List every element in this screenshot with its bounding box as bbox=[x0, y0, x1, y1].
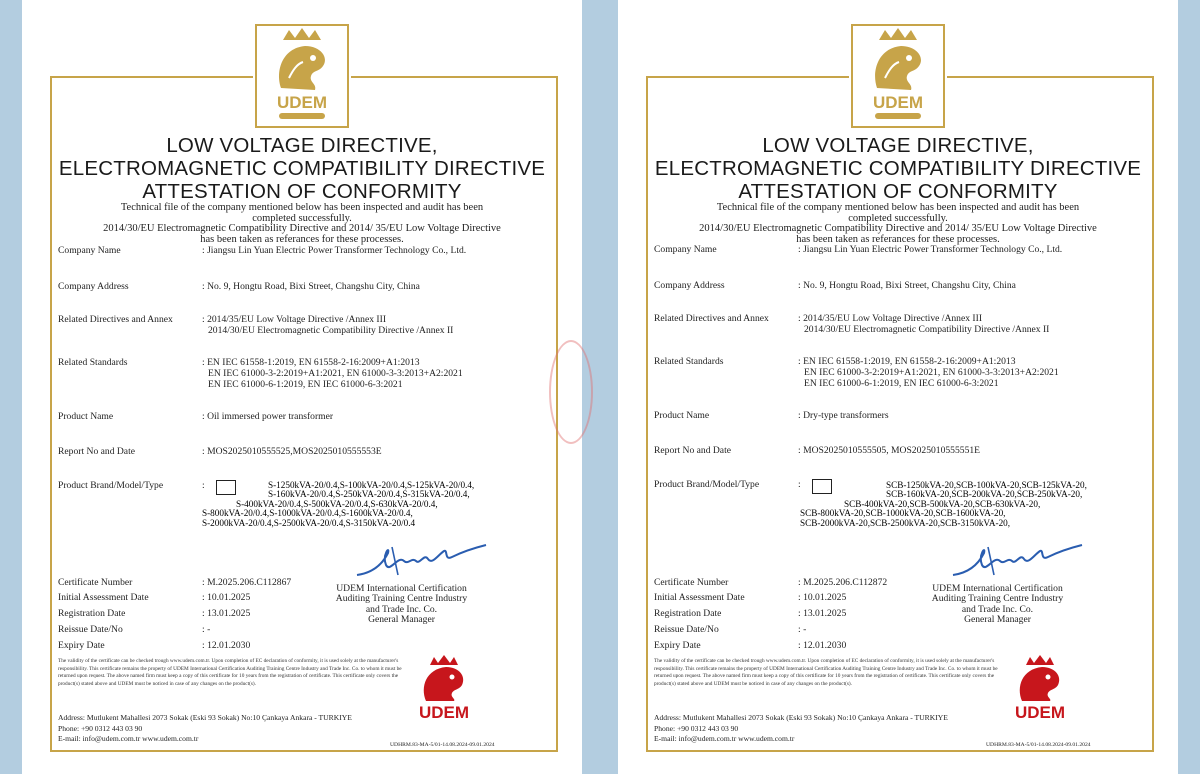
address: Address: Mutlukent Mahallesi 2073 Sokak (Eski 93 Sokak) No:10 Çankaya Ankara - TURKIYE bbox=[58, 713, 352, 722]
contact-block bbox=[58, 713, 352, 745]
model-list: SCB-1250kVA-20,SCB-100kVA-20,SCB-125kVA-20, SCB-160kVA-20,SCB-200kVA-20,SCB-250kVA-20, SCB-400kVA-20,SCB-500kVA-20,SCB-630kVA-20, SCB-800kVA-20,SCB-1000kVA-20,SCB-1600kVA-20, SCB-2000kVA-20,SCB-2500kVA-20,SCB-3150kVA-20, bbox=[800, 480, 1087, 528]
standards-label: Related Standards bbox=[654, 356, 724, 367]
standards-value: : EN IEC 61558-1:2019, EN 61558-2-16:2009+A1:2013 EN IEC 61000-3-2:2019+A1:2021, EN 61000-3-3:2013+A2:2021 EN IEC 61000-6-1:2019, EN IEC 61000-6-3:2021 bbox=[798, 356, 1059, 389]
initial-assessment-value: : 10.01.2025 bbox=[798, 592, 847, 603]
certificate-number-label: Certificate Number bbox=[58, 577, 133, 588]
certificate-intro: Technical file of the company mentioned below has been inspected and audit has been completed successfully. 2014/30/EU Electromagnetic Compatibility Directive and 2014/ 35/EU Low Voltage Directive has been taken as referances for these processes. bbox=[103, 202, 501, 245]
phone: Phone: +90 0312 443 03 90 bbox=[654, 723, 739, 733]
report-value: : MOS2025010555505, MOS2025010555551E bbox=[798, 445, 981, 456]
reissue-label: Reissue Date/No bbox=[654, 624, 719, 635]
udem-logo-text: UDEM bbox=[872, 93, 924, 112]
product-name-value: : Dry-type transformers bbox=[798, 410, 889, 421]
company-address-label: Company Address bbox=[58, 281, 129, 292]
product-name-label: Product Name bbox=[58, 411, 114, 422]
model-list: S-1250kVA-20/0.4,S-100kVA-20/0.4,S-125kVA-20/0.4, S-160kVA-20/0.4,S-250kVA-20/0.4,S-315kVA-20/0.4, S-400kVA-20/0.4,S-500kVA-20/0.4,S-630kVA-20/0.4, S-800kVA-20/0.4,S-1000kVA-20/0.4,S-1600kVA-20/0.4, S-2000kVA-20/0.4,S-2500kVA-20/0.4,S-3150kVA-20/0.4 bbox=[202, 480, 475, 528]
certificate-title: LOW VOLTAGE DIRECTIVE, ELECTROMAGNETIC COMPATIBILITY DIRECTIVE ATTESTATION OF CONFORMITY bbox=[654, 134, 1142, 203]
initial-assessment-label: Initial Assessment Date bbox=[58, 592, 149, 603]
expiry-value: : 12.01.2030 bbox=[798, 640, 847, 651]
udem-gold-logo bbox=[253, 22, 351, 130]
certificate-number-value: : M.2025.206.C112867 bbox=[202, 577, 292, 588]
product-name-label: Product Name bbox=[654, 410, 710, 421]
registration-value: : 13.01.2025 bbox=[202, 608, 251, 619]
report-label: Report No and Date bbox=[58, 446, 135, 457]
contact-block bbox=[654, 713, 948, 745]
expiry-value: : 12.01.2030 bbox=[202, 640, 251, 651]
udem-red-logo bbox=[404, 655, 484, 722]
company-name-value: : Jiangsu Lin Yuan Electric Power Transformer Technology Co., Ltd. bbox=[202, 245, 467, 256]
company-address-value: : No. 9, Hongtu Road, Bixi Street, Changshu City, China bbox=[798, 280, 1016, 291]
registration-value: : 13.01.2025 bbox=[798, 608, 847, 619]
certificate-title: LOW VOLTAGE DIRECTIVE, ELECTROMAGNETIC COMPATIBILITY DIRECTIVE ATTESTATION OF CONFORMITY bbox=[58, 134, 546, 203]
certificate-intro: Technical file of the company mentioned below has been inspected and audit has been completed successfully. 2014/30/EU Electromagnetic Compatibility Directive and 2014/ 35/EU Low Voltage Directive has been taken as referances for these processes. bbox=[699, 202, 1097, 245]
expiry-label: Expiry Date bbox=[654, 640, 701, 651]
standards-value: : EN IEC 61558-1:2019, EN 61558-2-16:2009+A1:2013 EN IEC 61000-3-2:2019+A1:2021, EN 61000-3-3:2013+A2:2021 EN IEC 61000-6-1:2019, EN IEC 61000-6-3:2021 bbox=[202, 357, 463, 390]
expiry-label: Expiry Date bbox=[58, 640, 105, 651]
email-web: E-mail: info@udem.com.tr www.udem.com.tr bbox=[58, 734, 199, 743]
registration-label: Registration Date bbox=[654, 608, 722, 619]
report-value: : MOS2025010555525,MOS2025010555553E bbox=[202, 446, 382, 457]
company-name-value: : Jiangsu Lin Yuan Electric Power Transformer Technology Co., Ltd. bbox=[798, 244, 1063, 255]
fine-print: The validity of the certificate can be checked trough www.udem.com.tr. Upon completion of EC declaration of conformity, it is used solely at the manufacturer's responsibility. This certificate remains the property of UDEM International Certification Auditing Training Centre Industry and Trade Inc. Co. to whom it must be returned upon request. The above named firm must keep a copy of this certificate for 10 years from the registration of certificate. This certificate only covers the product(s) stated above and UDEM must be noticed in case of any changes on the product(s). bbox=[654, 658, 998, 688]
email-web: E-mail: info@udem.com.tr www.udem.com.tr bbox=[654, 734, 795, 743]
initial-assessment-label: Initial Assessment Date bbox=[654, 592, 745, 603]
company-address-value: : No. 9, Hongtu Road, Bixi Street, Changshu City, China bbox=[202, 281, 420, 292]
registration-label: Registration Date bbox=[58, 608, 126, 619]
signature bbox=[352, 535, 492, 580]
report-label: Report No and Date bbox=[654, 445, 731, 456]
certificate-right: UDEM LOW VOLTAGE DIRECTIVE, ELECTROMAGNETIC COMPATIBILITY DIRECTIVE ATTESTATION OF CONFORMITY Technical file of the company mentioned below has been inspected and audit has been completed successfully. 2014/30/EU Electromagnetic Compatibility Directive and 2014/ 35/EU Low Voltage Directive has been taken as referances for these processes. Company Name : Jiangsu Lin Yuan Electric Power Transformer Technology Co., Ltd. Company Address : No. 9, Hongtu Road, Bixi Street, Changshu City, China Related Directives and Annex : 2014/35/EU Low Voltage Directive /Annex III 2014/30/EU Electromagnetic Compatibility Directive /Annex II Related Standards : EN IEC 61558-1:2019, EN 61558-2-16:2009+A1:2013 EN IEC 61000-3-2:2019+A1:2021, EN 61000-3-3:2013+A2:2021 EN IEC 61000-6-1:2019, EN IEC 61000-6-3:2021 Product Name : Dry-type transformers Report No and Date : MOS2025010555505, MOS2025010555551E Product Brand/Model/Type : SCB-1250kVA-20,SCB-100kVA-20,SCB-125kVA-20, SCB-160kVA-20,SCB-200kVA-20,SCB-250kVA-20, SCB-400kVA-20,SCB-500kVA-20,SCB-630kVA-20, SCB-800kVA-20,SCB-1000kVA-20,SCB-1600kVA-20, SCB-2000kVA-20,SCB-2500kVA-20,SCB-3150kVA-20, Certificate Number : M.2025.206.C112872 Initial Assessment Date : 10.01.2025 Registration Date : 13.01.2025 Reissue Date/No : - Expiry Date : 12.01.2030 UDEM International Certification Auditing Training Centre Industry and Trade Inc. Co. General Manager The validity of the certificate can be checked trough www.udem.com.tr. Upon completion of EC declaration of conformity, it is used solely at the manufacturer's responsibility. This certificate remains the property of UDEM International Certification Auditing Training Centre Industry and Trade Inc. Co. to whom it must be returned upon request. The above named firm must keep a copy of this certificate for 10 years from the registration of certificate. This certificate only covers the product(s) stated above and UDEM must be noticed in case of any changes on the product(s). UDEM Address: Mutlukent Mahallesi 2073 Sokak (Eski 93 Sokak) No:10 Çankaya Ankara - TURKIYE Phone: +90 0312 443 03 90 E-mail: info@udem.com.tr www.udem.com.tr UDHRM.83-MA-5/01-14.08.2024-09.01.2024 bbox=[618, 0, 1178, 774]
directives-value: : 2014/35/EU Low Voltage Directive /Annex III 2014/30/EU Electromagnetic Compatibility Directive /Annex II bbox=[202, 314, 454, 336]
certificate-number-value: : M.2025.206.C112872 bbox=[798, 577, 888, 588]
brand-label: Product Brand/Model/Type bbox=[58, 480, 164, 491]
udem-red-logo-text: UDEM bbox=[418, 703, 470, 722]
signature bbox=[948, 535, 1088, 580]
directives-label: Related Directives and Annex bbox=[654, 313, 769, 324]
form-code: UDHRM.83-MA-5/01-14.08.2024-09.01.2024 bbox=[390, 742, 495, 748]
company-name-label: Company Name bbox=[654, 244, 717, 255]
address: Address: Mutlukent Mahallesi 2073 Sokak (Eski 93 Sokak) No:10 Çankaya Ankara - TURKIYE bbox=[654, 713, 948, 722]
company-address-label: Company Address bbox=[654, 280, 725, 291]
reissue-label: Reissue Date/No bbox=[58, 624, 123, 635]
reissue-value: : - bbox=[798, 624, 807, 635]
form-code: UDHRM.83-MA-5/01-14.08.2024-09.01.2024 bbox=[986, 742, 1091, 748]
directives-label: Related Directives and Annex bbox=[58, 314, 173, 325]
udem-gold-logo bbox=[849, 22, 947, 130]
directives-value: : 2014/35/EU Low Voltage Directive /Annex III 2014/30/EU Electromagnetic Compatibility Directive /Annex II bbox=[798, 313, 1050, 335]
brand-label: Product Brand/Model/Type bbox=[654, 479, 760, 490]
company-name-label: Company Name bbox=[58, 245, 121, 256]
udem-logo-text: UDEM bbox=[276, 93, 328, 112]
signer-block: UDEM International Certification Auditing Training Centre Industry and Trade Inc. Co. General Manager bbox=[931, 583, 1064, 626]
red-stamp bbox=[549, 340, 593, 444]
initial-assessment-value: : 10.01.2025 bbox=[202, 592, 251, 603]
standards-label: Related Standards bbox=[58, 357, 128, 368]
certificate-number-label: Certificate Number bbox=[654, 577, 729, 588]
udem-red-logo-text: UDEM bbox=[1014, 703, 1066, 722]
signer-block: UDEM International Certification Auditing Training Centre Industry and Trade Inc. Co. General Manager bbox=[335, 583, 468, 626]
phone: Phone: +90 0312 443 03 90 bbox=[58, 723, 143, 733]
product-name-value: : Oil immersed power transformer bbox=[202, 411, 334, 422]
fine-print: The validity of the certificate can be checked trough www.udem.com.tr. Upon completion of EC declaration of conformity, it is used solely at the manufacturer's responsibility. This certificate remains the property of UDEM International Certification Auditing Training Centre Industry and Trade Inc. Co. to whom it must be returned upon request. The above named firm must keep a copy of this certificate for 10 years from the registration of certificate. This certificate only covers the product(s) stated above and UDEM must be noticed in case of any changes on the product(s). bbox=[58, 658, 402, 688]
certificate-left: UDEM LOW VOLTAGE DIRECTIVE, ELECTROMAGNETIC COMPATIBILITY DIRECTIVE ATTESTATION OF CONFORMITY Technical file of the company mentioned below has been inspected and audit has been completed successfully. 2014/30/EU Electromagnetic Compatibility Directive and 2014/ 35/EU Low Voltage Directive has been taken as referances for these processes. Company Name : Jiangsu Lin Yuan Electric Power Transformer Technology Co., Ltd. Company Address : No. 9, Hongtu Road, Bixi Street, Changshu City, China Related Directives and Annex : 2014/35/EU Low Voltage Directive /Annex III 2014/30/EU Electromagnetic Compatibility Directive /Annex II Related Standards : EN IEC 61558-1:2019, EN 61558-2-16:2009+A1:2013 EN IEC 61000-3-2:2019+A1:2021, EN 61000-3-3:2013+A2:2021 EN IEC 61000-6-1:2019, EN IEC 61000-6-3:2021 Product Name : Oil immersed power transformer Report No and Date : MOS2025010555525,MOS2025010555553E Product Brand/Model/Type : S-1250kVA-20/0.4,S-100kVA-20/0.4,S-125kVA-20/0.4, S-160kVA-20/0.4,S-250kVA-20/0.4,S-315kVA-20/0.4, S-400kVA-20/0.4,S-500kVA-20/0.4,S-630kVA-20/0.4, S-800kVA-20/0.4,S-1000kVA-20/0.4,S-1600kVA-20/0.4, S-2000kVA-20/0.4,S-2500kVA-20/0.4,S-3150kVA-20/0.4 Certificate Number : M.2025.206.C112867 Initial Assessment Date : 10.01.2025 Registration Date : 13.01.2025 Reissue Date/No : - Expiry Date : 12.01.2030 UDEM International Certification Auditing Training Centre Industry and Trade Inc. Co. General Manager The validity of the certificate can be checked trough www.udem.com.tr. Upon completion of EC declaration of conformity, it is used solely at the manufacturer's responsibility. This certificate remains the property of UDEM International Certification Auditing Training Centre Industry and Trade Inc. Co. to whom it must be returned upon request. The above named firm must keep a copy of this certificate for 10 years from the registration of certificate. This certificate only covers the product(s) stated above and UDEM must be noticed in case of any changes on the product(s). UDEM Address: Mutlukent Mahallesi 2073 Sokak (Eski 93 Sokak) No:10 Çankaya Ankara - TURKIYE Phone: +90 0312 443 03 90 E-mail: info@udem.com.tr www.udem.com.tr UDHRM.83-MA-5/01-14.08.2024-09.01.2024 bbox=[22, 0, 582, 774]
udem-red-logo bbox=[1000, 655, 1080, 722]
reissue-value: : - bbox=[202, 624, 211, 635]
